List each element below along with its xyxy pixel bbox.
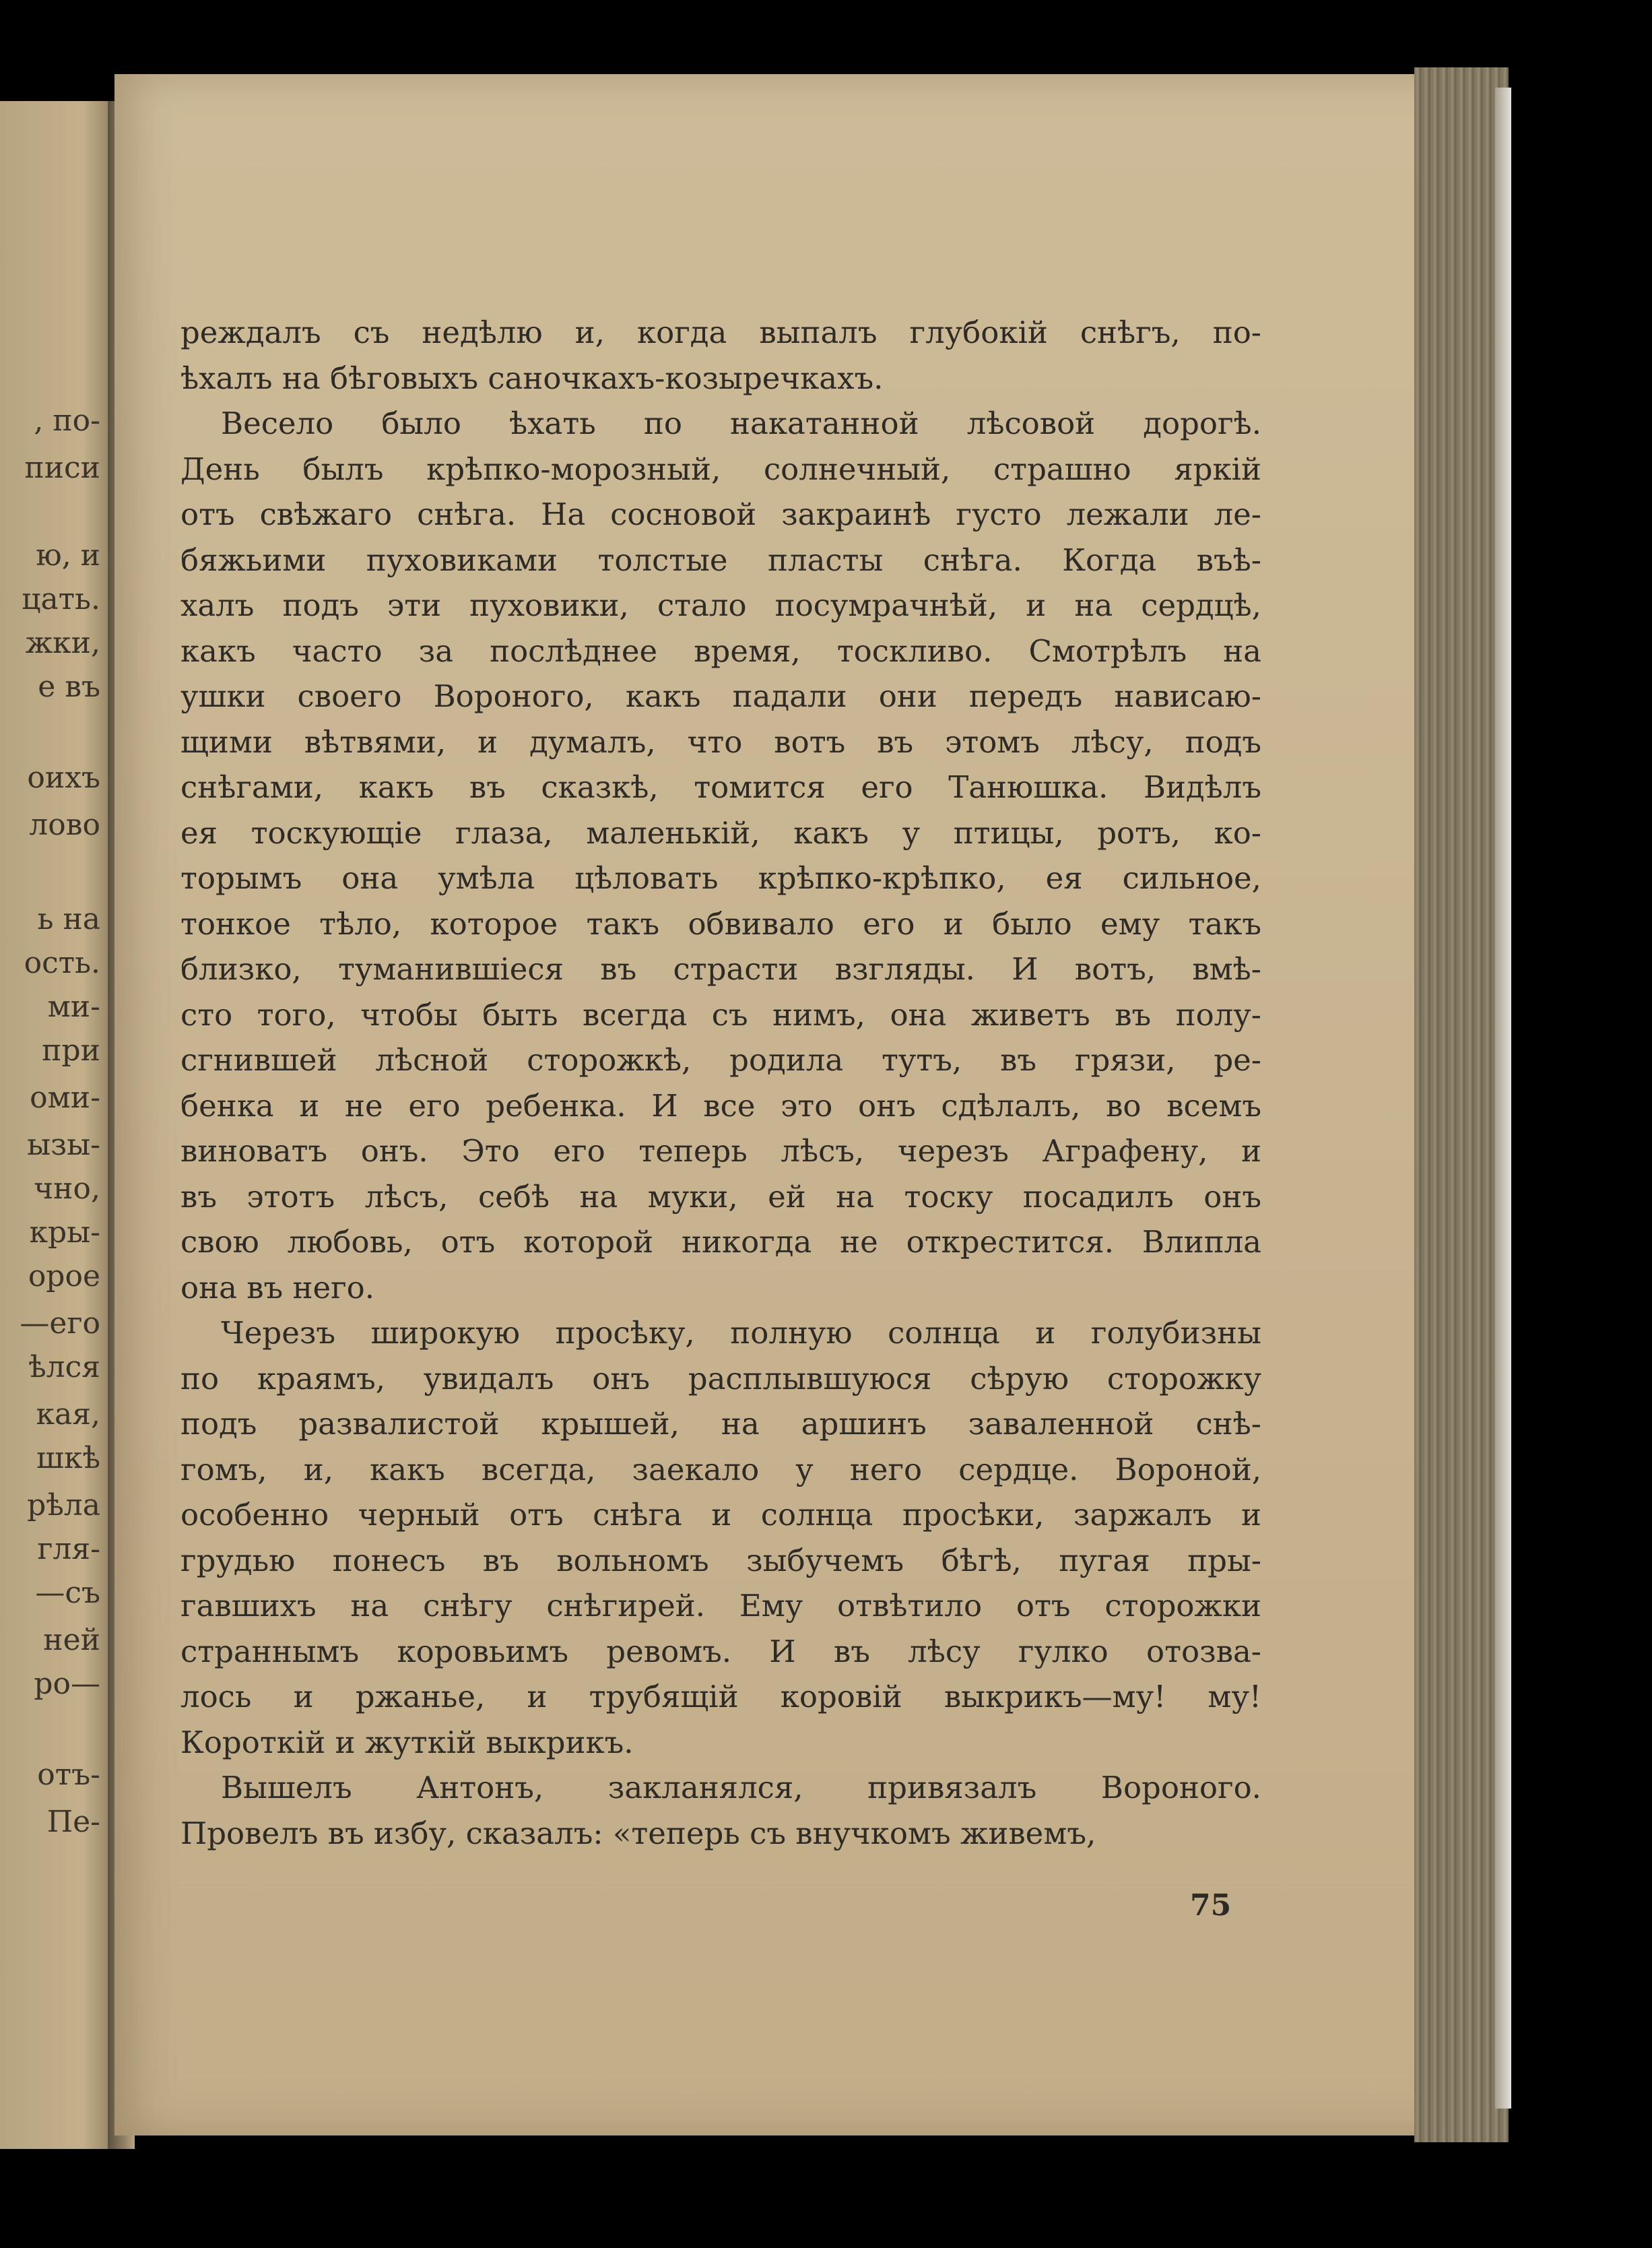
text-line: какъ часто за послѣднее время, тоскливо. Смотрѣлъ на xyxy=(180,633,1261,669)
text-line: гомъ, и, какъ всегда, заекало у него сердце. Вороной, xyxy=(180,1451,1261,1487)
text-line: сто того, чтобы быть всегда съ нимъ, она живетъ въ полу- xyxy=(180,996,1261,1033)
text-line: свою любовь, отъ которой никогда не открестится. Влипла xyxy=(180,1224,1261,1260)
text-line: она въ него. xyxy=(180,1269,375,1306)
text-line: гавшихъ на снѣгу снѣгирей. Ему отвѣтило отъ сторожки xyxy=(180,1588,1261,1624)
text-line: тонкое тѣло, которое такъ обвивало его и было ему такъ xyxy=(180,905,1261,942)
previous-page-line-fragment: писи xyxy=(24,451,100,485)
previous-page-line-fragment: шкѣ xyxy=(36,1441,100,1475)
page-body-text xyxy=(180,310,1261,1856)
text-line: реждалъ съ недѣлю и, когда выпалъ глубокій снѣгъ, по- xyxy=(180,315,1261,350)
page-stack-edge xyxy=(1414,67,1509,2142)
text-line: халъ подъ эти пуховики, стало посумрачнѣй, и на сердцѣ, xyxy=(180,587,1261,623)
previous-page-line-fragment: при xyxy=(42,1033,100,1068)
previous-page-edge xyxy=(0,101,118,2149)
previous-page-line-fragment: е въ xyxy=(38,670,100,704)
previous-page-line-fragment: —его xyxy=(20,1306,100,1341)
previous-page-line-fragment: оми- xyxy=(30,1081,100,1115)
previous-page-line-fragment: кая, xyxy=(36,1397,100,1432)
paragraph xyxy=(180,401,1261,1310)
previous-page-line-fragment: ь на xyxy=(37,902,100,936)
previous-page-line-fragment: —съ xyxy=(35,1576,100,1610)
book-page xyxy=(114,74,1441,2135)
text-line: лось и ржанье, и трубящій коровій выкрикъ—му! му! xyxy=(180,1679,1261,1714)
previous-page-line-fragment: рѣла xyxy=(27,1488,100,1522)
text-line: Весело было ѣхать по накатанной лѣсовой дорогѣ. xyxy=(221,406,1261,441)
previous-page-line-fragment: оихъ xyxy=(27,761,100,795)
text-line: ея тоскующіе глаза, маленькій, какъ у птицы, ротъ, ко- xyxy=(180,814,1261,851)
text-line: страннымъ коровьимъ ревомъ. И въ лѣсу гулко отозва- xyxy=(180,1633,1261,1669)
previous-page-line-fragment: ней xyxy=(43,1623,100,1657)
text-line: ѣхалъ на бѣговыхъ саночкахъ-козыречкахъ. xyxy=(180,360,884,396)
text-line: виноватъ онъ. Это его теперь лѣсъ, черезъ Аграфену, и xyxy=(180,1133,1261,1169)
text-line: сгнившей лѣсной сторожкѣ, родила тутъ, въ грязи, ре- xyxy=(180,1042,1261,1078)
previous-page-line-fragment: ю, и xyxy=(36,538,100,573)
text-line: Вышелъ Антонъ, закланялся, привязалъ Вороного. xyxy=(221,1770,1261,1805)
text-line: подъ развалистой крышей, на аршинъ заваленной снѣ- xyxy=(180,1406,1261,1442)
text-line: грудью понесъ въ вольномъ зыбучемъ бѣгѣ, пугая пры- xyxy=(180,1542,1261,1578)
text-line: снѣгами, какъ въ сказкѣ, томится его Танюшка. Видѣлъ xyxy=(180,769,1261,805)
text-line: ушки своего Вороного, какъ падали они передъ нависаю- xyxy=(180,678,1261,714)
previous-page-line-fragment: чно, xyxy=(34,1171,100,1206)
previous-page-line-fragment: лово xyxy=(29,808,100,842)
previous-page-line-fragment: орое xyxy=(28,1259,100,1293)
previous-page-line-fragment: Пе- xyxy=(46,1805,100,1839)
previous-page-line-fragment: отъ- xyxy=(37,1758,100,1792)
previous-page-line-fragment: ызы- xyxy=(27,1128,100,1162)
page-number: 75 xyxy=(1190,1888,1232,1923)
paragraph xyxy=(180,1765,1261,1856)
text-line: Короткій и жуткій выкрикъ. xyxy=(180,1724,634,1760)
text-line: по краямъ, увидалъ онъ расплывшуюся сѣрую сторожку xyxy=(180,1360,1261,1396)
text-line: отъ свѣжаго снѣга. На сосновой закраинѣ густо лежали ле- xyxy=(180,496,1261,532)
text-line: въ этотъ лѣсъ, себѣ на муки, ей на тоску посадилъ онъ xyxy=(180,1178,1261,1215)
previous-page-line-fragment: ость. xyxy=(24,946,100,980)
text-line: близко, туманившіеся въ страсти взгляды. И вотъ, вмѣ- xyxy=(180,951,1261,987)
previous-page-line-fragment: гля- xyxy=(37,1532,100,1566)
text-line: День былъ крѣпко-морозный, солнечный, страшно яркій xyxy=(180,451,1261,487)
paragraph xyxy=(180,1310,1261,1765)
previous-page-line-fragment: ѣлся xyxy=(28,1350,100,1384)
text-line: торымъ она умѣла цѣловать крѣпко-крѣпко, ея сильное, xyxy=(180,860,1261,896)
previous-page-line-fragment: ро— xyxy=(34,1667,100,1701)
previous-page-line-fragment: ми- xyxy=(47,990,100,1024)
text-line: Черезъ широкую просѣку, полную солнца и голубизны xyxy=(221,1315,1261,1351)
page-stack-highlight xyxy=(1495,88,1511,2109)
previous-page-line-fragment: , по- xyxy=(34,404,100,438)
text-line: бяжьими пуховиками толстые пласты снѣга. Когда въѣ- xyxy=(180,542,1261,578)
previous-page-line-fragment: жки, xyxy=(25,626,100,660)
text-line: особенно черный отъ снѣга и солнца просѣки, заржалъ и xyxy=(180,1497,1261,1533)
previous-page-line-fragment: кры- xyxy=(29,1215,100,1250)
text-line: бенка и не его ребенка. И все это онъ сдѣлалъ, во всемъ xyxy=(180,1087,1261,1124)
previous-page-line-fragment: цать. xyxy=(22,582,100,616)
text-line: Провелъ въ избу, сказалъ: «теперь съ внучкомъ живемъ, xyxy=(180,1815,1096,1851)
text-line: щими вѣтвями, и думалъ, что вотъ въ этомъ лѣсу, подъ xyxy=(180,724,1261,760)
paragraph xyxy=(180,310,1261,401)
